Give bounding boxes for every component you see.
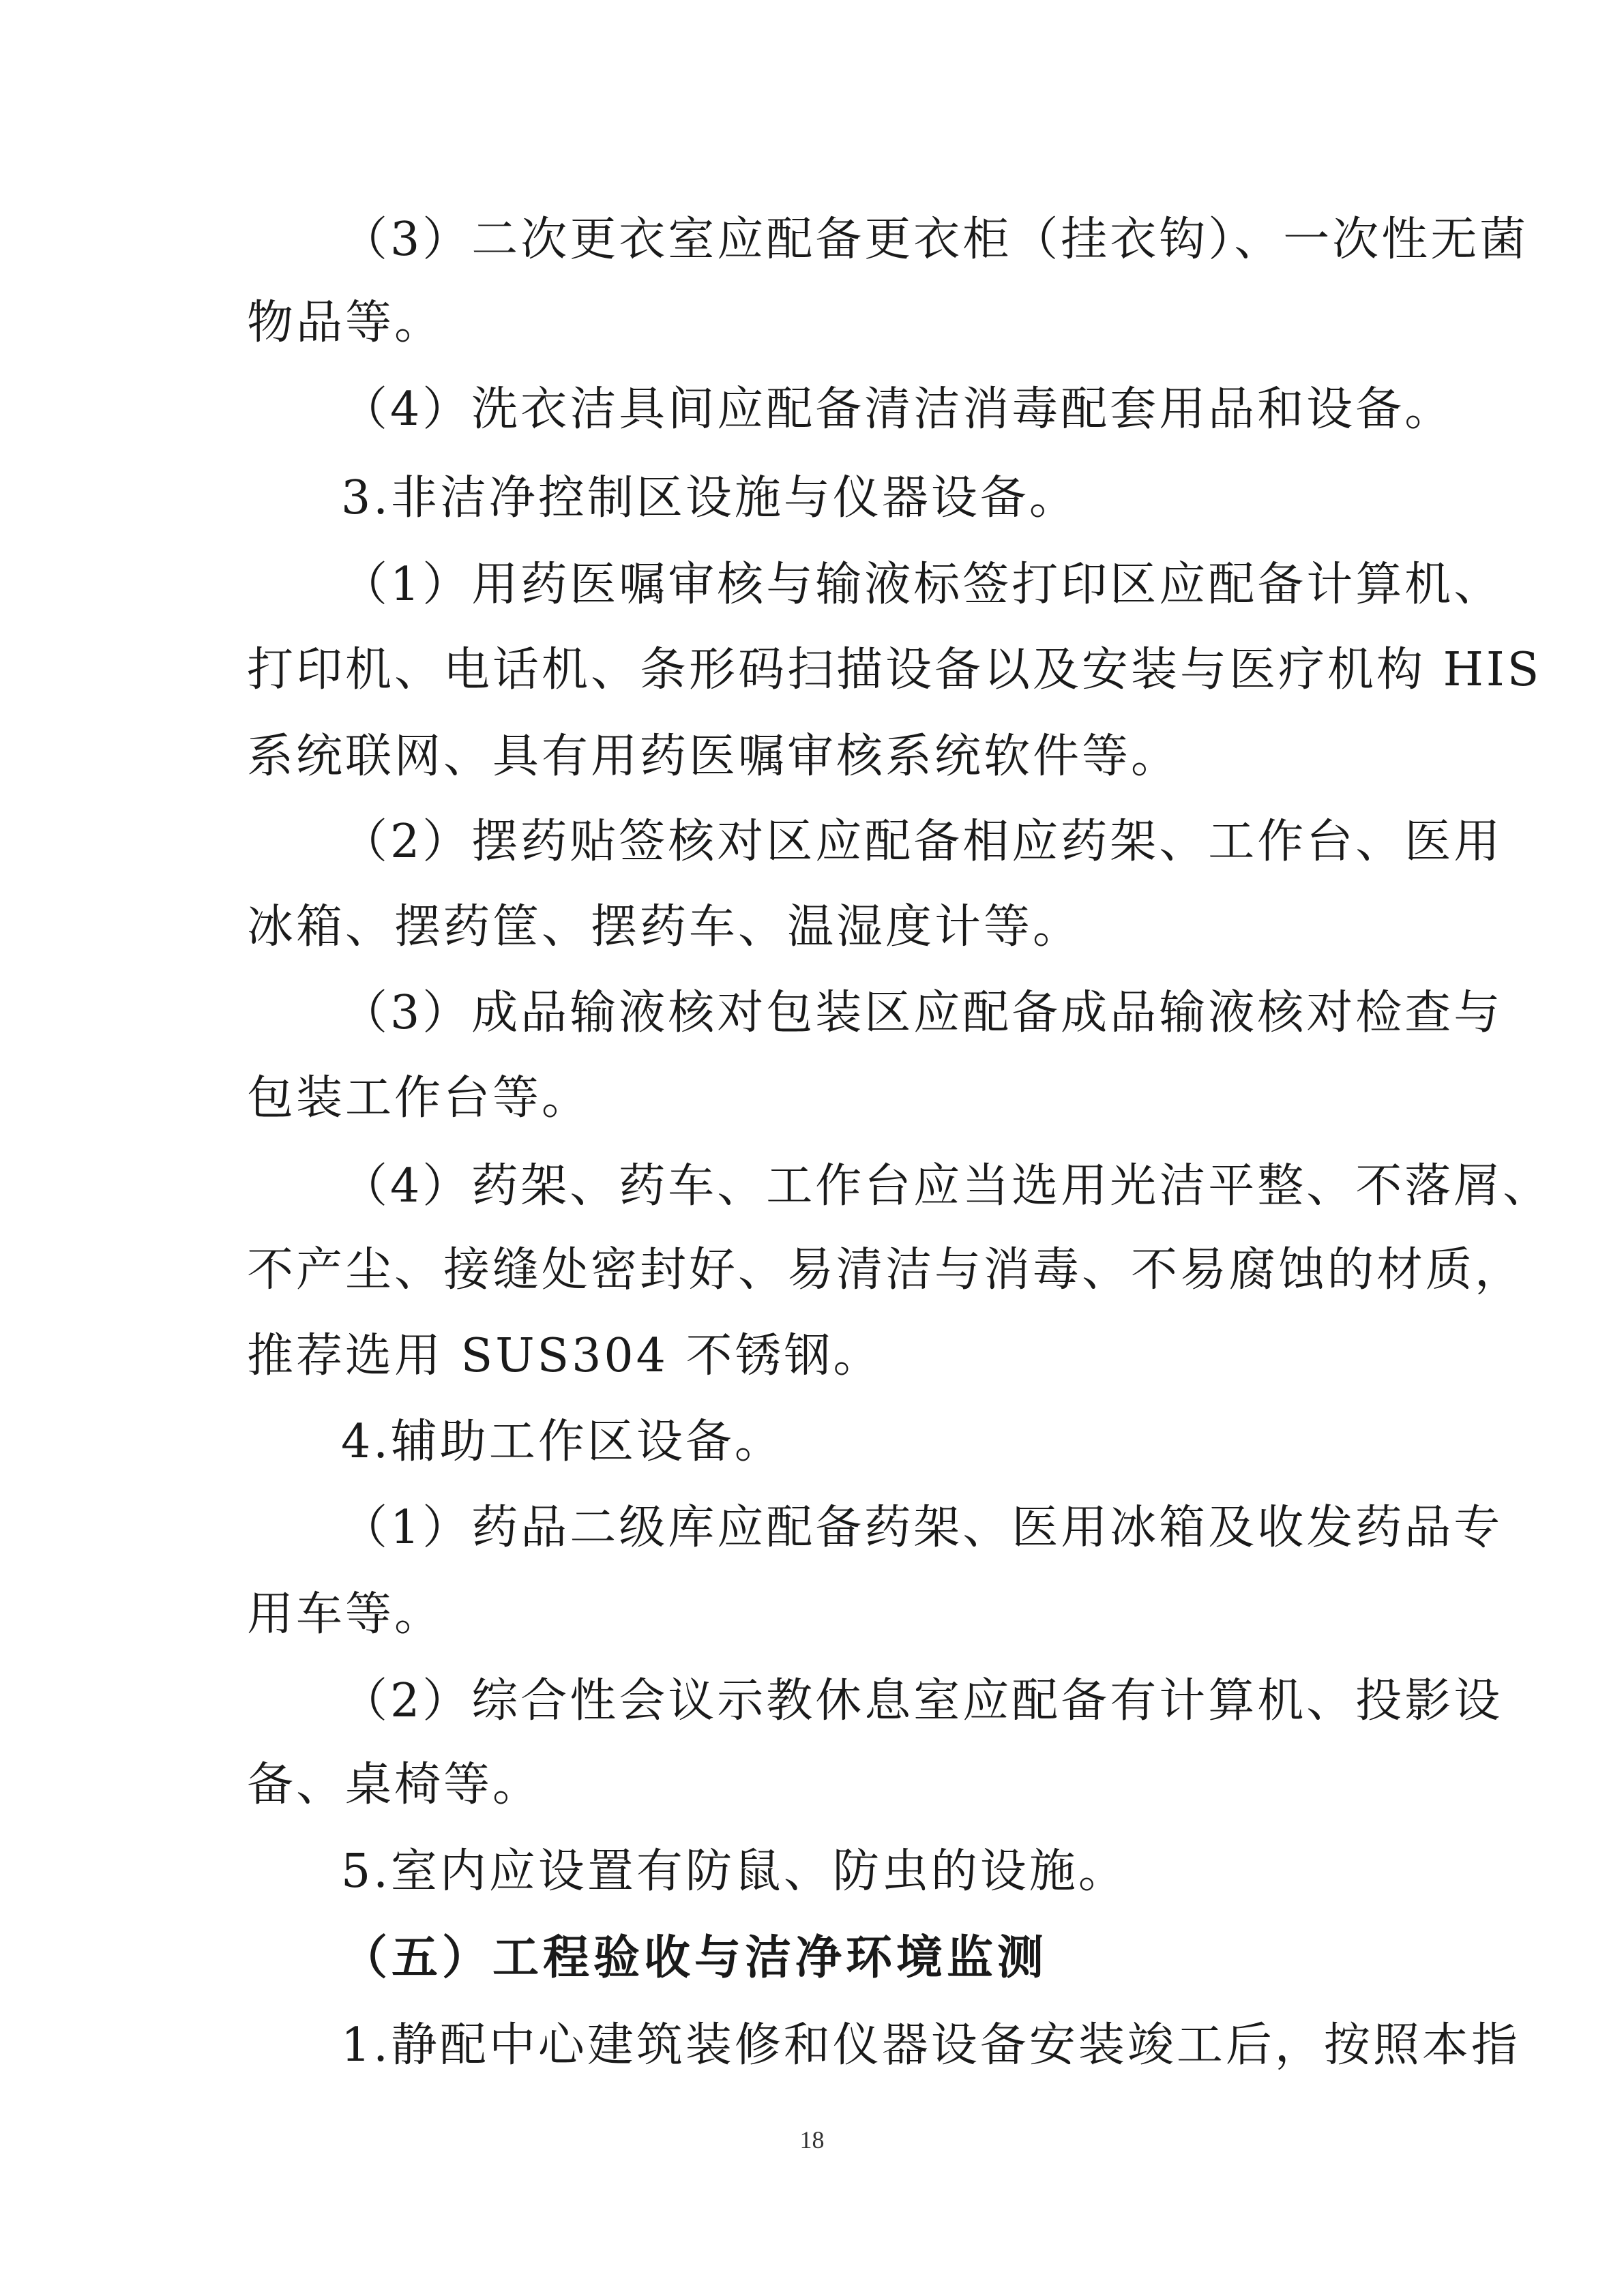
paragraph-line: 备、桌椅等。: [247, 1758, 542, 1812]
paragraph-line: （3）成品输液核对包装区应配备成品输液核对检查与: [341, 986, 1503, 1040]
paragraph-line: 物品等。: [247, 296, 444, 350]
section-heading: （五）工程验收与洁净环境监测: [341, 1931, 1048, 1985]
paragraph-line: 1.静配中心建筑装修和仪器设备安装竣工后，按照本指: [341, 2018, 1520, 2072]
paragraph-line: （4）药架、药车、工作台应当选用光洁平整、不落屑、: [341, 1159, 1552, 1213]
paragraph-line: 包装工作台等。: [247, 1071, 591, 1125]
paragraph-line: 推荐选用 SUS304 不锈钢。: [247, 1329, 883, 1383]
section-line: 3.非洁净控制区设施与仪器设备。: [341, 471, 1078, 525]
paragraph-line: （3）二次更衣室应配备更衣柜（挂衣钩）、一次性无菌: [341, 213, 1529, 267]
paragraph-line: 打印机、电话机、条形码扫描设备以及安装与医疗机构 HIS: [247, 643, 1542, 697]
paragraph-line: （1）药品二级库应配备药架、医用冰箱及收发药品专: [341, 1501, 1503, 1555]
paragraph-line: （2）摆药贴签核对区应配备相应药架、工作台、医用: [341, 815, 1503, 869]
section-line: 4.辅助工作区设备。: [341, 1415, 784, 1469]
paragraph-line: 冰箱、摆药筐、摆药车、温湿度计等。: [247, 900, 1082, 954]
paragraph-line: （2）综合性会议示教休息室应配备有计算机、投影设: [341, 1674, 1503, 1728]
paragraph-line: （1）用药医嘱审核与输液标签打印区应配备计算机、: [341, 558, 1503, 612]
paragraph-line: （4）洗衣洁具间应配备清洁消毒配套用品和设备。: [341, 383, 1454, 436]
paragraph-line: 用车等。: [247, 1587, 444, 1641]
paragraph-line: 不产尘、接缝处密封好、易清洁与消毒、不易腐蚀的材质，: [247, 1243, 1524, 1297]
section-line: 5.室内应设置有防鼠、防虫的设施。: [341, 1845, 1127, 1898]
page-number: 18: [799, 2126, 825, 2153]
paragraph-line: 系统联网、具有用药医嘱审核系统软件等。: [247, 730, 1181, 784]
